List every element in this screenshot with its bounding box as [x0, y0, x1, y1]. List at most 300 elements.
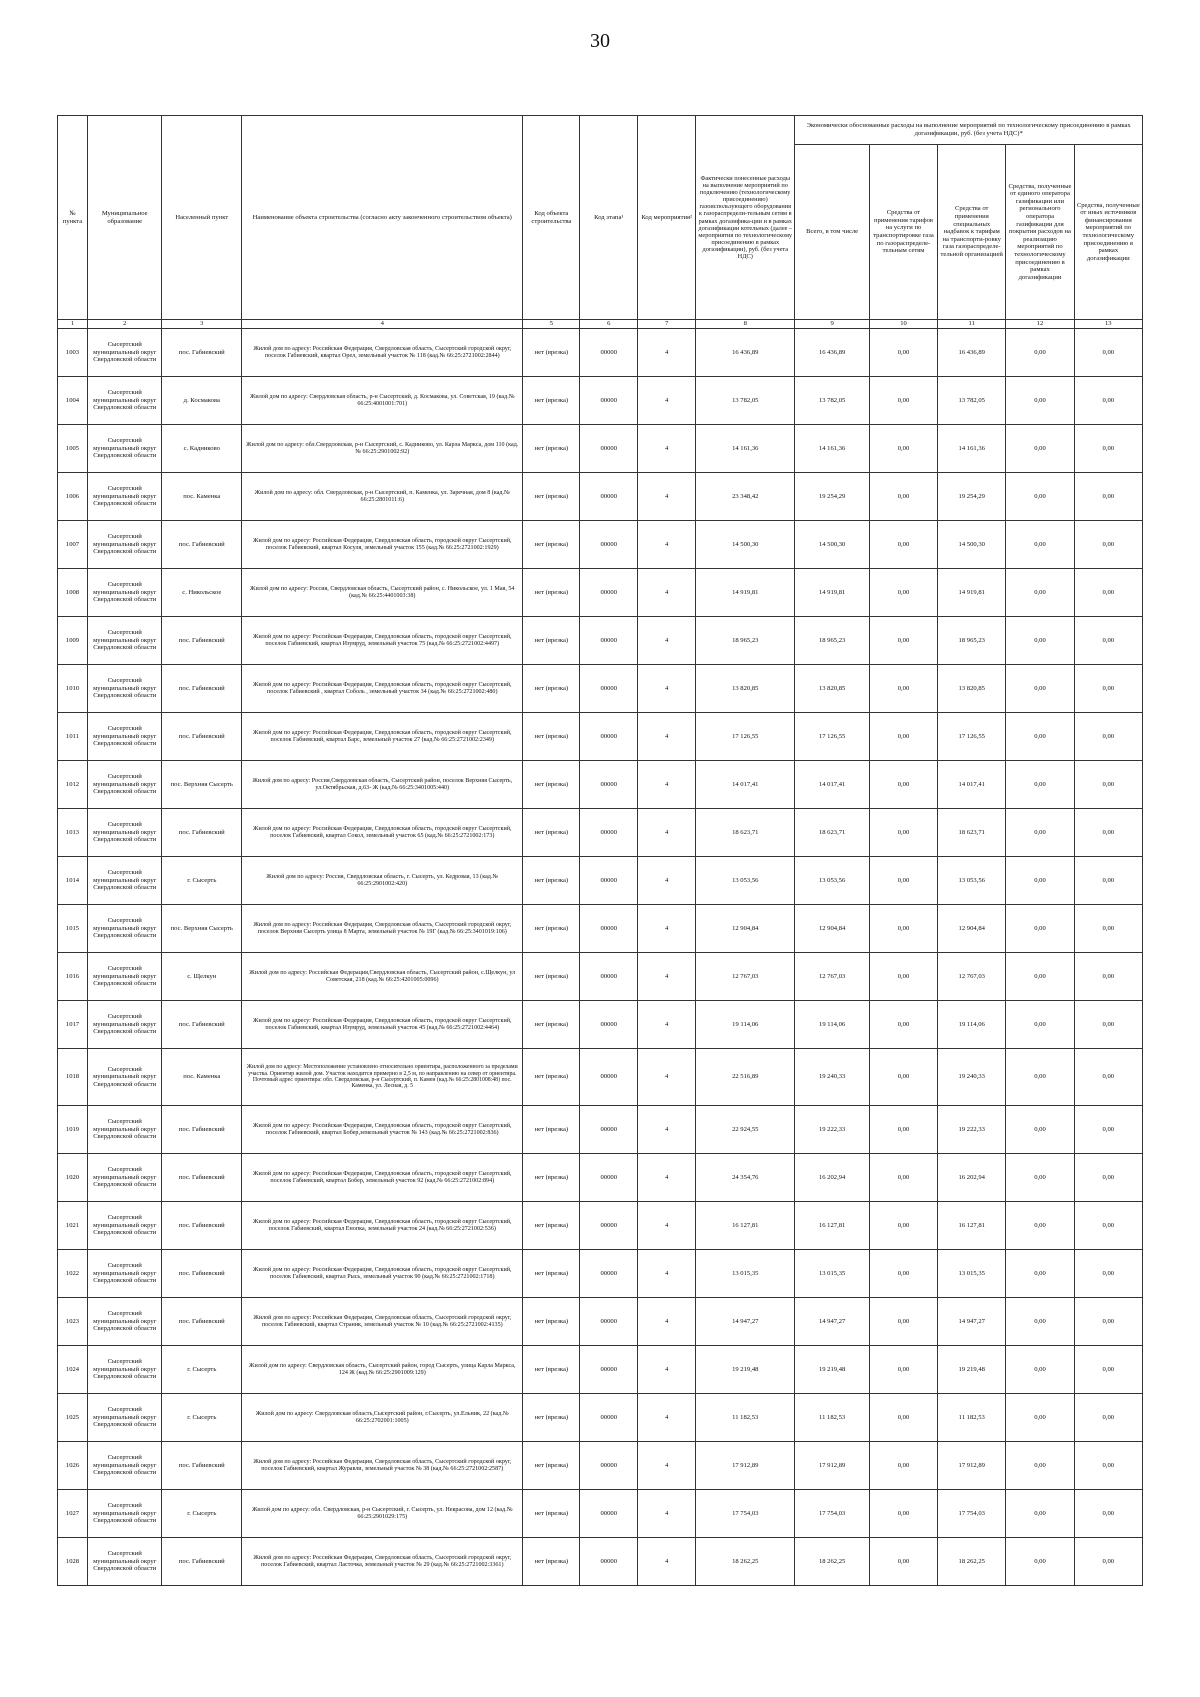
cell-tariff-funds: 0,00 — [869, 953, 937, 1001]
cell-settlement: пос. Каменка — [162, 1049, 242, 1106]
cell-settlement: д. Космакова — [162, 377, 242, 425]
cell-settlement: пос. Габиевский — [162, 713, 242, 761]
cell-special-surcharge-funds: 12 904,84 — [938, 905, 1006, 953]
cell-item-number: 1019 — [58, 1106, 88, 1154]
cell-object-name: Жилой дом по адресу: Российская Федерация, Свердловская область, Сысертский городской округ, поселок Габиевский, квартал Ласточка, земельный участок № 29 (кад.№ 66:25:2721002:3361) — [242, 1538, 523, 1586]
cell-object-name: Жилой дом по адресу: Российская Федерация, Свердловская область, городской округ Сысертский, поселок Габиевский, квартал Рысь, земельный участок 90 (кад.№ 66:25:2721002:1718) — [242, 1250, 523, 1298]
cell-operator-funds: 0,00 — [1006, 1298, 1074, 1346]
cell-object-name: Жилой дом по адресу: Российская Федерация, Свердловская область, городской округ Сысертский, поселок Габиевский, квартал Сокол, земельный участок 65 (кад.№ 66:25:2721002:173) — [242, 809, 523, 857]
table-row — [58, 905, 1143, 953]
cell-object-name: Жилой дом по адресу: обл.Свердловская, р-н Сысертский, с. Кадниково, ул. Карла Маркса, дом 110 (кад.№ 66:25:2901002:92) — [242, 425, 523, 473]
cell-item-number: 1012 — [58, 761, 88, 809]
cell-object-name: Жилой дом по адресу: обл. Свердловская, р-н Сысертский, п. Каменка, ул. Заречная, дом 8 (кад.№ 66:25:2801011:6) — [242, 473, 523, 521]
cell-object-name: Жилой дом по адресу: Российская Федерация, Свердловская область, городской округ Сысертский, поселок Габиевский, квартал Бобер, земельный участок 92 (кад.№ 66:25:2721002:894) — [242, 1154, 523, 1202]
cell-other-sources-funds: 0,00 — [1074, 617, 1142, 665]
cell-actual-costs: 12 904,84 — [696, 905, 795, 953]
cell-total: 19 114,06 — [795, 1001, 869, 1049]
column-number-row — [58, 320, 1143, 329]
cell-item-number: 1006 — [58, 473, 88, 521]
cell-object-name: Жилой дом по адресу: Российская Федерация, Свердловская область, Сысертский городской округ, поселок Верхняя Сысерть улица 8 Марта, земельный участок № 19Г (кад.№ 66:25:3401019:106) — [242, 905, 523, 953]
cell-measure-code: 4 — [638, 1346, 696, 1394]
cell-total: 16 127,81 — [795, 1202, 869, 1250]
cell-stage-code: 00000 — [580, 473, 638, 521]
cell-item-number: 1013 — [58, 809, 88, 857]
cell-other-sources-funds: 0,00 — [1074, 1442, 1142, 1490]
cell-municipality: Сысертский муниципальный округ Свердловской области — [87, 1001, 161, 1049]
cell-total: 18 965,23 — [795, 617, 869, 665]
cell-total: 17 912,89 — [795, 1442, 869, 1490]
header-other-sources-funds: Средства, полученные от иных источников финансирования мероприятий по технологическому присоединению в рамках догазификации — [1074, 145, 1142, 320]
cell-total: 17 754,03 — [795, 1490, 869, 1538]
cell-actual-costs: 13 782,05 — [696, 377, 795, 425]
cell-actual-costs: 16 127,81 — [696, 1202, 795, 1250]
cell-object-name: Жилой дом по адресу: Россия, Свердловская область, г. Сысерть, ул. Кедровая, 13 (кад.№ 66:25:2901002:420) — [242, 857, 523, 905]
cell-special-surcharge-funds: 17 126,55 — [938, 713, 1006, 761]
cell-municipality: Сысертский муниципальный округ Свердловской области — [87, 905, 161, 953]
cell-municipality: Сысертский муниципальный округ Свердловской области — [87, 713, 161, 761]
cell-item-number: 1015 — [58, 905, 88, 953]
table-row — [58, 809, 1143, 857]
cell-settlement: с. Никольское — [162, 569, 242, 617]
cell-municipality: Сысертский муниципальный округ Свердловской области — [87, 1049, 161, 1106]
header-measure-code: Код мероприятия² — [638, 116, 696, 320]
cell-object-code: нет (врезка) — [523, 1394, 580, 1442]
cell-operator-funds: 0,00 — [1006, 473, 1074, 521]
table-row — [58, 953, 1143, 1001]
cell-tariff-funds: 0,00 — [869, 473, 937, 521]
cell-municipality: Сысертский муниципальный округ Свердловской области — [87, 857, 161, 905]
cell-tariff-funds: 0,00 — [869, 1049, 937, 1106]
cell-object-code: нет (врезка) — [523, 1250, 580, 1298]
cell-tariff-funds: 0,00 — [869, 905, 937, 953]
column-number: 1 — [58, 320, 88, 329]
cell-object-name: Жилой дом по адресу: Свердловская область,Сысертский район, г.Сысерть, ул.Ельник, 22 (кад.№ 66:25:2702001:1005) — [242, 1394, 523, 1442]
cell-settlement: пос. Габиевский — [162, 329, 242, 377]
cell-tariff-funds: 0,00 — [869, 857, 937, 905]
cell-special-surcharge-funds: 19 114,06 — [938, 1001, 1006, 1049]
cell-measure-code: 4 — [638, 329, 696, 377]
cell-special-surcharge-funds: 18 262,25 — [938, 1538, 1006, 1586]
cell-special-surcharge-funds: 14 161,36 — [938, 425, 1006, 473]
cell-special-surcharge-funds: 13 820,85 — [938, 665, 1006, 713]
cell-stage-code: 00000 — [580, 1442, 638, 1490]
cell-object-code: нет (врезка) — [523, 761, 580, 809]
cell-settlement: пос. Габиевский — [162, 1106, 242, 1154]
cell-object-code: нет (врезка) — [523, 1538, 580, 1586]
cell-object-name: Жилой дом по адресу: обл. Свердловская, р-н Сысертский, г. Сысерть, ул. Некрасова, дом 12 (кад.№ 66:25:2901029:175) — [242, 1490, 523, 1538]
cell-object-name: Жилой дом по адресу: Российская Федерация, Свердловская область, Сысертский городской округ, поселок Габиевский, квартал Страник, земельный участок № 10 (кад.№ 66:25:2721002:4135) — [242, 1298, 523, 1346]
cell-municipality: Сысертский муниципальный округ Свердловской области — [87, 1202, 161, 1250]
cell-object-code: нет (врезка) — [523, 713, 580, 761]
header-actual-costs: Фактически понесенные расходы на выполнение мероприятий по подключению (технологическому присоединению) газоиспользующего оборудования к газораспредели-тельным сетям в рамках догазифика-ции и в рамках догазификации котельных (далее – мероприятия по технологическому присоединению в рамках догазификации), руб. (без учета НДС) — [696, 116, 795, 320]
cell-settlement: пос. Габиевский — [162, 1001, 242, 1049]
cell-object-code: нет (врезка) — [523, 857, 580, 905]
cell-actual-costs: 18 623,71 — [696, 809, 795, 857]
cell-stage-code: 00000 — [580, 1202, 638, 1250]
cell-special-surcharge-funds: 13 782,05 — [938, 377, 1006, 425]
table-row — [58, 1490, 1143, 1538]
cell-total: 19 240,33 — [795, 1049, 869, 1106]
cell-other-sources-funds: 0,00 — [1074, 665, 1142, 713]
column-number: 7 — [638, 320, 696, 329]
cell-stage-code: 00000 — [580, 761, 638, 809]
cell-tariff-funds: 0,00 — [869, 713, 937, 761]
cell-item-number: 1004 — [58, 377, 88, 425]
cell-total: 13 015,35 — [795, 1250, 869, 1298]
table-row — [58, 1394, 1143, 1442]
cell-item-number: 1022 — [58, 1250, 88, 1298]
cell-measure-code: 4 — [638, 1490, 696, 1538]
cell-actual-costs: 12 767,03 — [696, 953, 795, 1001]
cell-measure-code: 4 — [638, 665, 696, 713]
cell-operator-funds: 0,00 — [1006, 377, 1074, 425]
cell-measure-code: 4 — [638, 1106, 696, 1154]
cell-operator-funds: 0,00 — [1006, 569, 1074, 617]
cell-stage-code: 00000 — [580, 1250, 638, 1298]
cell-operator-funds: 0,00 — [1006, 1106, 1074, 1154]
cell-measure-code: 4 — [638, 425, 696, 473]
cell-item-number: 1020 — [58, 1154, 88, 1202]
cell-stage-code: 00000 — [580, 1346, 638, 1394]
table-row — [58, 425, 1143, 473]
cell-measure-code: 4 — [638, 1538, 696, 1586]
column-number: 9 — [795, 320, 869, 329]
cell-stage-code: 00000 — [580, 1538, 638, 1586]
cell-actual-costs: 17 912,89 — [696, 1442, 795, 1490]
cell-other-sources-funds: 0,00 — [1074, 1538, 1142, 1586]
cell-object-name: Жилой дом по адресу: Российская Федерация, Свердловская область, Сысертский городской округ, поселок Габиевский, квартал Журавли, земельный участок № 38 (кад.№ 66:25:2721002:2587) — [242, 1442, 523, 1490]
cell-measure-code: 4 — [638, 1202, 696, 1250]
cell-measure-code: 4 — [638, 761, 696, 809]
cell-other-sources-funds: 0,00 — [1074, 1154, 1142, 1202]
cell-settlement: пос. Габиевский — [162, 1202, 242, 1250]
cell-special-surcharge-funds: 18 623,71 — [938, 809, 1006, 857]
cell-operator-funds: 0,00 — [1006, 1250, 1074, 1298]
cell-municipality: Сысертский муниципальный округ Свердловской области — [87, 377, 161, 425]
table-row — [58, 329, 1143, 377]
cell-stage-code: 00000 — [580, 1001, 638, 1049]
cell-tariff-funds: 0,00 — [869, 1346, 937, 1394]
cell-item-number: 1005 — [58, 425, 88, 473]
column-number: 13 — [1074, 320, 1142, 329]
cell-municipality: Сысертский муниципальный округ Свердловской области — [87, 1442, 161, 1490]
cell-object-name: Жилой дом по адресу: Российская Федерация, Свердловская область, городской округ Сысертский, поселок Габиевский, квартал Бобер,земельный участок № 143 (кад.№ 66:25:2721002:836) — [242, 1106, 523, 1154]
cell-other-sources-funds: 0,00 — [1074, 1202, 1142, 1250]
cell-object-code: нет (врезка) — [523, 1298, 580, 1346]
cell-actual-costs: 17 754,03 — [696, 1490, 795, 1538]
cell-object-name: Жилой дом по адресу: Российская Федерация, Свердловская область, городской округ Сысертский, поселок Габиевский, квартал Изумруд, земельный участок 45 (кад.№ 66:25:2721002:4464) — [242, 1001, 523, 1049]
page-number: 30 — [590, 30, 610, 52]
cell-total: 14 161,36 — [795, 425, 869, 473]
cell-object-code: нет (врезка) — [523, 1001, 580, 1049]
cell-tariff-funds: 0,00 — [869, 665, 937, 713]
column-number: 5 — [523, 320, 580, 329]
header-object-name: Наименование объекта строительства (согласно акту законченного строительством объекта) — [242, 116, 523, 320]
cell-item-number: 1026 — [58, 1442, 88, 1490]
cell-actual-costs: 22 516,89 — [696, 1049, 795, 1106]
cell-tariff-funds: 0,00 — [869, 1442, 937, 1490]
cell-actual-costs: 18 262,25 — [696, 1538, 795, 1586]
cell-item-number: 1009 — [58, 617, 88, 665]
cell-special-surcharge-funds: 16 436,89 — [938, 329, 1006, 377]
table-row — [58, 521, 1143, 569]
cell-operator-funds: 0,00 — [1006, 761, 1074, 809]
cell-tariff-funds: 0,00 — [869, 569, 937, 617]
cell-measure-code: 4 — [638, 1154, 696, 1202]
cell-item-number: 1010 — [58, 665, 88, 713]
cell-settlement: г. Сысерть — [162, 1394, 242, 1442]
cell-stage-code: 00000 — [580, 809, 638, 857]
cell-object-code: нет (врезка) — [523, 521, 580, 569]
cell-special-surcharge-funds: 14 947,27 — [938, 1298, 1006, 1346]
cell-operator-funds: 0,00 — [1006, 1538, 1074, 1586]
cell-municipality: Сысертский муниципальный округ Свердловской области — [87, 1250, 161, 1298]
cell-municipality: Сысертский муниципальный округ Свердловской области — [87, 1298, 161, 1346]
cell-tariff-funds: 0,00 — [869, 617, 937, 665]
cell-object-code: нет (врезка) — [523, 425, 580, 473]
cell-item-number: 1016 — [58, 953, 88, 1001]
column-number: 6 — [580, 320, 638, 329]
cell-measure-code: 4 — [638, 473, 696, 521]
cell-actual-costs: 19 114,06 — [696, 1001, 795, 1049]
cell-actual-costs: 23 348,42 — [696, 473, 795, 521]
cell-object-code: нет (врезка) — [523, 617, 580, 665]
table-row — [58, 857, 1143, 905]
cell-special-surcharge-funds: 14 919,81 — [938, 569, 1006, 617]
cell-measure-code: 4 — [638, 1250, 696, 1298]
cell-other-sources-funds: 0,00 — [1074, 713, 1142, 761]
cell-measure-code: 4 — [638, 569, 696, 617]
cell-object-code: нет (врезка) — [523, 1106, 580, 1154]
cell-tariff-funds: 0,00 — [869, 1154, 937, 1202]
cell-stage-code: 00000 — [580, 329, 638, 377]
cell-object-code: нет (врезка) — [523, 1154, 580, 1202]
cell-special-surcharge-funds: 16 202,94 — [938, 1154, 1006, 1202]
cell-other-sources-funds: 0,00 — [1074, 1346, 1142, 1394]
cell-operator-funds: 0,00 — [1006, 665, 1074, 713]
cell-settlement: пос. Габиевский — [162, 665, 242, 713]
cell-operator-funds: 0,00 — [1006, 1442, 1074, 1490]
cell-municipality: Сысертский муниципальный округ Свердловской области — [87, 329, 161, 377]
cell-stage-code: 00000 — [580, 1154, 638, 1202]
column-number: 11 — [938, 320, 1006, 329]
cell-item-number: 1025 — [58, 1394, 88, 1442]
cell-total: 18 262,25 — [795, 1538, 869, 1586]
cell-object-code: нет (врезка) — [523, 329, 580, 377]
cell-object-name: Жилой дом по адресу: Местоположение установлено относительно ориентира, расположенного за пределами участка. Ориентир жилой дом. Участок находится примерно в 2,5 м, по направлению на север от ориентира. Почтовый адрес ориентира: обл. Свердловская, р-н Сысертский, п. Камен (кад.№ 66:25:2801008:48) пос. Каменка, ул. Лесная, д. 5 — [242, 1049, 523, 1106]
cell-stage-code: 00000 — [580, 425, 638, 473]
table-row — [58, 1442, 1143, 1490]
cell-measure-code: 4 — [638, 1001, 696, 1049]
cell-item-number: 1003 — [58, 329, 88, 377]
header-stage-code: Код этапа¹ — [580, 116, 638, 320]
cell-object-code: нет (врезка) — [523, 1442, 580, 1490]
table-row — [58, 473, 1143, 521]
cell-item-number: 1017 — [58, 1001, 88, 1049]
cell-stage-code: 00000 — [580, 1106, 638, 1154]
cell-special-surcharge-funds: 14 500,30 — [938, 521, 1006, 569]
cell-object-name: Жилой дом по адресу: Свердловская область, р-н Сысертский, д. Космакова, ул. Советская, 19 (кад.№ 66:25:4001001:701) — [242, 377, 523, 425]
cell-other-sources-funds: 0,00 — [1074, 1001, 1142, 1049]
cell-stage-code: 00000 — [580, 1049, 638, 1106]
cell-tariff-funds: 0,00 — [869, 1490, 937, 1538]
cell-other-sources-funds: 0,00 — [1074, 425, 1142, 473]
cell-settlement: г. Сысерть — [162, 1490, 242, 1538]
cell-operator-funds: 0,00 — [1006, 1346, 1074, 1394]
cell-operator-funds: 0,00 — [1006, 1154, 1074, 1202]
cell-item-number: 1024 — [58, 1346, 88, 1394]
cell-settlement: пос. Габиевский — [162, 1298, 242, 1346]
cell-settlement: пос. Габиевский — [162, 1154, 242, 1202]
cell-tariff-funds: 0,00 — [869, 1001, 937, 1049]
cell-special-surcharge-funds: 11 182,53 — [938, 1394, 1006, 1442]
column-number: 8 — [696, 320, 795, 329]
cell-special-surcharge-funds: 13 053,56 — [938, 857, 1006, 905]
cell-total: 14 500,30 — [795, 521, 869, 569]
cell-stage-code: 00000 — [580, 617, 638, 665]
cell-object-name: Жилой дом по адресу: Российская Федерация, Свердловская область, городской округ Сысертский, поселок Габиевский, квартал Изумруд, земельный участок 75 (кад.№ 66:25:2721002:4497) — [242, 617, 523, 665]
table-row — [58, 1298, 1143, 1346]
cell-measure-code: 4 — [638, 1394, 696, 1442]
cell-municipality: Сысертский муниципальный округ Свердловской области — [87, 569, 161, 617]
cell-other-sources-funds: 0,00 — [1074, 1298, 1142, 1346]
cell-object-name: Жилой дом по адресу: Российская Федерация, Свердловская область, городской округ Сысертский, поселок Габиевский, квартал Енопка, земельный участок 24 (кад.№ 66:25:2721002:536) — [242, 1202, 523, 1250]
cell-municipality: Сысертский муниципальный округ Свердловской области — [87, 809, 161, 857]
cell-other-sources-funds: 0,00 — [1074, 329, 1142, 377]
cell-municipality: Сысертский муниципальный округ Свердловской области — [87, 617, 161, 665]
cell-municipality: Сысертский муниципальный округ Свердловской области — [87, 521, 161, 569]
cell-municipality: Сысертский муниципальный округ Свердловской области — [87, 1538, 161, 1586]
cell-other-sources-funds: 0,00 — [1074, 1106, 1142, 1154]
header-operator-funds: Средства, полученные от единого оператора газификации или регионального оператора газификации для покрытия расходов на реализацию мероприятий по технологическому присоединению в рамках догазификации — [1006, 145, 1074, 320]
cell-object-name: Жилой дом по адресу: Российская Федерация, Свердловская область, Сысертский городской округ, поселок Габиевский, квартал Орел, земельный участок № 118 (кад.№ 66:25:2721002:2844) — [242, 329, 523, 377]
cell-measure-code: 4 — [638, 1298, 696, 1346]
table-body — [58, 329, 1143, 1586]
header-settlement: Населенный пункт — [162, 116, 242, 320]
cell-measure-code: 4 — [638, 521, 696, 569]
table-row — [58, 1250, 1143, 1298]
cell-item-number: 1027 — [58, 1490, 88, 1538]
cell-settlement: пос. Верхняя Сысерть — [162, 761, 242, 809]
cell-total: 16 436,89 — [795, 329, 869, 377]
cell-municipality: Сысертский муниципальный округ Свердловской области — [87, 953, 161, 1001]
cell-municipality: Сысертский муниципальный округ Свердловской области — [87, 665, 161, 713]
cell-measure-code: 4 — [638, 857, 696, 905]
table-row — [58, 617, 1143, 665]
table-row — [58, 1001, 1143, 1049]
cell-total: 17 126,55 — [795, 713, 869, 761]
cell-item-number: 1008 — [58, 569, 88, 617]
cell-stage-code: 00000 — [580, 905, 638, 953]
cell-special-surcharge-funds: 19 219,48 — [938, 1346, 1006, 1394]
cell-tariff-funds: 0,00 — [869, 1298, 937, 1346]
cell-object-code: нет (врезка) — [523, 905, 580, 953]
cell-measure-code: 4 — [638, 1442, 696, 1490]
cell-total: 19 254,29 — [795, 473, 869, 521]
cell-total: 11 182,53 — [795, 1394, 869, 1442]
cell-tariff-funds: 0,00 — [869, 521, 937, 569]
cell-object-code: нет (врезка) — [523, 1346, 580, 1394]
cell-actual-costs: 13 820,85 — [696, 665, 795, 713]
cell-total: 14 947,27 — [795, 1298, 869, 1346]
cell-item-number: 1028 — [58, 1538, 88, 1586]
header-municipality: Муниципальное образование — [87, 116, 161, 320]
cell-stage-code: 00000 — [580, 1394, 638, 1442]
cell-municipality: Сысертский муниципальный округ Свердловской области — [87, 1346, 161, 1394]
cell-object-name: Жилой дом по адресу: Россия,Свердловская область, Сысертский район, поселок Верхняя Сысерть, ул.Октябрьская, д.63- Ж (кад.№ 66:25:3401005:440) — [242, 761, 523, 809]
table-row — [58, 377, 1143, 425]
cell-stage-code: 00000 — [580, 665, 638, 713]
cell-settlement: с. Щелкун — [162, 953, 242, 1001]
cell-special-surcharge-funds: 19 240,33 — [938, 1049, 1006, 1106]
cell-total: 19 222,33 — [795, 1106, 869, 1154]
cell-object-name: Жилой дом по адресу: Свердловская область, Сысертский район, город Сысерть, улица Карла Маркса, 124 Ж (кад.№ 66:25:2901009:129) — [242, 1346, 523, 1394]
cell-settlement: пос. Габиевский — [162, 1442, 242, 1490]
cell-tariff-funds: 0,00 — [869, 1538, 937, 1586]
cell-other-sources-funds: 0,00 — [1074, 761, 1142, 809]
table-row — [58, 665, 1143, 713]
cell-total: 19 219,48 — [795, 1346, 869, 1394]
cell-measure-code: 4 — [638, 377, 696, 425]
cell-total: 12 904,84 — [795, 905, 869, 953]
cell-other-sources-funds: 0,00 — [1074, 857, 1142, 905]
cell-object-code: нет (врезка) — [523, 665, 580, 713]
cell-operator-funds: 0,00 — [1006, 1202, 1074, 1250]
cell-tariff-funds: 0,00 — [869, 1394, 937, 1442]
cell-operator-funds: 0,00 — [1006, 521, 1074, 569]
header-object-code: Код объекта строительства — [523, 116, 580, 320]
cell-total: 18 623,71 — [795, 809, 869, 857]
cell-item-number: 1023 — [58, 1298, 88, 1346]
cell-total: 16 202,94 — [795, 1154, 869, 1202]
cell-municipality: Сысертский муниципальный округ Свердловской области — [87, 761, 161, 809]
cell-settlement: пос. Габиевский — [162, 521, 242, 569]
cell-settlement: г. Сысерть — [162, 1346, 242, 1394]
cell-operator-funds: 0,00 — [1006, 905, 1074, 953]
cell-actual-costs: 14 161,36 — [696, 425, 795, 473]
cell-object-name: Жилой дом по адресу: Россия, Свердловская область, Сысертский район, с. Никольское, ул. 1 Мая, 54 (кад.№ 66:25:4401003:38) — [242, 569, 523, 617]
cell-measure-code: 4 — [638, 905, 696, 953]
cell-other-sources-funds: 0,00 — [1074, 1049, 1142, 1106]
cell-stage-code: 00000 — [580, 569, 638, 617]
cell-item-number: 1014 — [58, 857, 88, 905]
cell-total: 13 782,05 — [795, 377, 869, 425]
cell-object-name: Жилой дом по адресу: Российская Федерация, Свердловская область, городской округ Сысертский, поселок Габиевский , квартал Соболь , земельный участок 34 (кад.№ 66:25:2721002:480) — [242, 665, 523, 713]
cell-municipality: Сысертский муниципальный округ Свердловской области — [87, 473, 161, 521]
cell-operator-funds: 0,00 — [1006, 857, 1074, 905]
column-number: 4 — [242, 320, 523, 329]
cell-actual-costs: 22 924,55 — [696, 1106, 795, 1154]
cell-measure-code: 4 — [638, 617, 696, 665]
cell-measure-code: 4 — [638, 1049, 696, 1106]
table-row — [58, 761, 1143, 809]
cell-object-name: Жилой дом по адресу: Российская Федерация,Свердловская область, Сысертский район, с.Щелкун, ул Советская, 218 (кад.№ 66:25:4201005:0096) — [242, 953, 523, 1001]
header-item-number: № пункта — [58, 116, 88, 320]
cell-other-sources-funds: 0,00 — [1074, 377, 1142, 425]
cell-actual-costs: 19 219,48 — [696, 1346, 795, 1394]
cell-item-number: 1018 — [58, 1049, 88, 1106]
cell-total: 13 820,85 — [795, 665, 869, 713]
column-number: 12 — [1006, 320, 1074, 329]
header-tariff-funds: Средства от применения тарифов на услуги по транспортировке газа по газораспределе-тельным сетям — [869, 145, 937, 320]
cell-total: 14 017,41 — [795, 761, 869, 809]
table-row — [58, 1202, 1143, 1250]
cell-municipality: Сысертский муниципальный округ Свердловской области — [87, 1394, 161, 1442]
column-number: 10 — [869, 320, 937, 329]
cell-object-code: нет (врезка) — [523, 1049, 580, 1106]
cell-measure-code: 4 — [638, 809, 696, 857]
cell-tariff-funds: 0,00 — [869, 1106, 937, 1154]
